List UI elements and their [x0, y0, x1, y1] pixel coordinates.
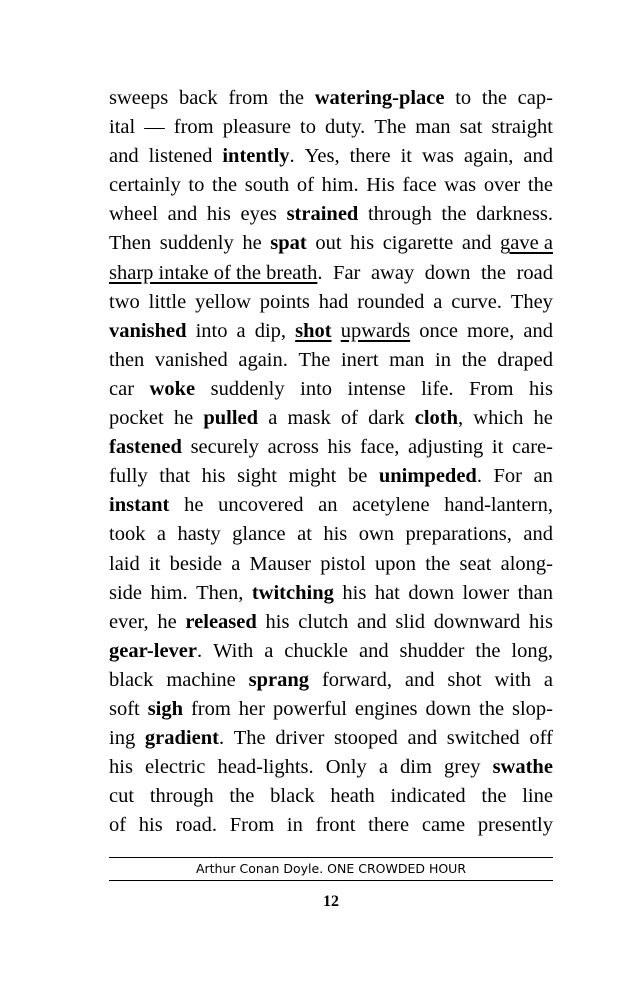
emphasized-word: gear-lever: [109, 639, 198, 662]
word: hand-lantern,: [444, 494, 553, 517]
word: heath: [330, 785, 375, 808]
emphasized-word: watering-place: [314, 87, 445, 109]
text-line: [109, 550, 553, 579]
word: pistol: [320, 552, 366, 575]
emphasized-word: fastened: [109, 436, 182, 459]
word: again.: [238, 348, 288, 371]
word: From: [469, 377, 514, 400]
word: away: [370, 261, 415, 284]
word: south: [244, 174, 290, 197]
word: Only: [325, 756, 367, 779]
word: took: [109, 523, 146, 546]
footer-rule-top: [109, 857, 553, 858]
word: presently: [477, 814, 553, 837]
emphasized-word: released: [185, 610, 257, 633]
word: cigarette: [382, 232, 454, 255]
word: across: [267, 436, 319, 459]
word: the: [425, 552, 451, 575]
word: he: [184, 494, 204, 517]
emphasized-word: strained: [286, 203, 359, 226]
text-line: [109, 782, 553, 811]
word: a: [433, 290, 443, 313]
word: through: [149, 785, 214, 808]
word: his: [529, 610, 553, 633]
word: fully: [109, 465, 148, 488]
word: and: [407, 727, 438, 750]
word: The: [233, 727, 266, 750]
word: inert: [340, 348, 379, 371]
word: ing: [109, 727, 136, 750]
word: eyes: [240, 203, 277, 226]
text-line: [109, 142, 553, 171]
word: and: [358, 639, 389, 662]
word: care-: [512, 436, 553, 459]
text-line: [109, 171, 553, 200]
word: yellow: [195, 290, 251, 313]
word: darkness.: [476, 203, 553, 226]
word: Then,: [196, 581, 244, 604]
word: off: [529, 727, 553, 750]
word: suddenly: [210, 377, 285, 400]
word: The: [374, 116, 407, 139]
word: rounded: [357, 290, 425, 313]
word: his: [529, 377, 553, 400]
word: over: [483, 174, 521, 197]
word: than: [517, 581, 553, 604]
word: her: [238, 697, 265, 720]
emphasized-word: swathe: [492, 756, 553, 779]
word: had: [318, 290, 349, 313]
word: and: [461, 232, 492, 255]
word: downward: [433, 610, 521, 633]
punctuation: .: [317, 261, 323, 284]
word: listened: [148, 145, 213, 168]
word: down: [424, 261, 471, 284]
word: head-lights.: [217, 756, 314, 779]
word: powerful: [272, 697, 347, 720]
word: he: [157, 610, 177, 633]
word: forward,: [321, 668, 392, 691]
word: glance: [232, 523, 286, 546]
punctuation: .: [197, 639, 203, 662]
word: front: [315, 814, 356, 837]
word: a: [156, 523, 166, 546]
word: sweeps: [109, 87, 169, 109]
word: dip,: [254, 319, 287, 342]
word: of: [296, 174, 314, 197]
word: the: [481, 785, 507, 808]
page-number: 12: [323, 893, 339, 910]
word: the: [481, 87, 507, 109]
punctuation: .: [289, 145, 295, 168]
punctuation: ,: [458, 407, 464, 430]
word: points: [259, 290, 310, 313]
emphasized-word: twitching: [251, 581, 334, 604]
word: driver: [275, 727, 325, 750]
word: face: [402, 174, 437, 197]
word: slid: [395, 610, 425, 633]
emphasized-word: unimpeded: [378, 465, 477, 488]
body-text: [109, 84, 553, 840]
word: stooped: [334, 727, 398, 750]
word: at: [297, 523, 312, 546]
word: again,: [463, 145, 514, 168]
word: cap-: [517, 87, 553, 109]
word: His: [366, 174, 395, 197]
word: ever,: [109, 610, 149, 633]
word: hasty: [177, 523, 221, 546]
word: he: [533, 407, 553, 430]
word: he: [173, 407, 194, 430]
word: side: [109, 581, 143, 604]
word: dark: [368, 407, 405, 430]
word: engines: [354, 697, 418, 720]
emphasized-word: shot: [295, 319, 332, 342]
footer-rule-bottom: [109, 880, 553, 881]
word: Mauser: [249, 552, 311, 575]
word: his: [138, 814, 163, 837]
text-line: [109, 346, 553, 375]
text-line: [109, 491, 553, 520]
word: grey: [444, 756, 481, 779]
word: duty.: [325, 116, 366, 139]
word: straight: [491, 116, 553, 139]
word: vanished: [154, 348, 228, 371]
text-line: [109, 375, 553, 404]
word: seat: [459, 552, 492, 575]
word: the: [527, 174, 553, 197]
word: to: [455, 87, 472, 109]
word: chuckle: [284, 639, 349, 662]
word: preparations,: [405, 523, 512, 546]
word: came: [421, 814, 466, 837]
word: They: [510, 290, 553, 313]
word: upwards: [340, 319, 411, 342]
word: him.: [321, 174, 359, 197]
word: long,: [511, 639, 553, 662]
word: black: [270, 785, 315, 808]
word: Far: [333, 261, 361, 284]
word: an: [533, 465, 553, 488]
word: his: [109, 756, 133, 779]
word: an: [318, 494, 338, 517]
punctuation: .: [218, 727, 225, 750]
word: man: [389, 348, 425, 371]
word: the: [441, 203, 467, 226]
word: a: [543, 668, 553, 691]
word: there: [368, 814, 410, 837]
word: and: [109, 145, 139, 168]
word-group: [109, 637, 202, 666]
text-line: [109, 259, 553, 288]
word: pleasure: [222, 116, 291, 139]
word: cut: [109, 785, 135, 808]
word: once: [419, 319, 458, 342]
word: hat: [374, 581, 400, 604]
word: the: [479, 697, 505, 720]
word: from: [190, 697, 231, 720]
text-line: [109, 520, 553, 549]
word: he: [242, 232, 262, 255]
word: to: [188, 174, 205, 197]
word: From: [229, 814, 275, 837]
text-line: [109, 753, 553, 782]
word: —: [144, 116, 165, 139]
word-group: [109, 259, 322, 288]
word: soft: [109, 697, 140, 720]
word: be: [347, 465, 368, 488]
text-line: [109, 113, 553, 142]
text-line: [109, 433, 553, 462]
text-line: [109, 229, 553, 258]
word: For: [493, 465, 523, 488]
word: his: [327, 436, 352, 459]
word: to: [300, 116, 316, 139]
word: laid: [109, 552, 140, 575]
word: little: [148, 290, 187, 313]
word: there: [349, 145, 391, 168]
text-line: [109, 579, 553, 608]
word: through: [367, 203, 432, 226]
word: and: [523, 319, 553, 342]
word: then: [109, 348, 145, 371]
word: two: [109, 290, 140, 313]
word: adjusting: [408, 436, 484, 459]
word: with: [494, 668, 531, 691]
word: road: [516, 261, 553, 284]
word: face,: [360, 436, 400, 459]
word: his: [350, 232, 375, 255]
word: was: [421, 145, 454, 168]
word-group: [222, 142, 294, 171]
word: along-: [500, 552, 553, 575]
word: lower: [462, 581, 510, 604]
emphasized-word: woke: [149, 377, 196, 400]
word: the: [461, 348, 487, 371]
word: the: [212, 174, 238, 197]
word: sat: [459, 116, 483, 139]
word: dim: [400, 756, 432, 779]
text-line: [109, 84, 553, 113]
text-line: [109, 317, 553, 346]
word: it: [148, 552, 161, 575]
word: upon: [375, 552, 417, 575]
word: the: [278, 87, 304, 109]
word: draped: [497, 348, 553, 371]
text-line: [109, 695, 553, 724]
word: and: [523, 523, 553, 546]
word-group: [145, 724, 224, 753]
word: from: [173, 116, 214, 139]
word: his: [265, 610, 290, 633]
word: uncovered: [218, 494, 304, 517]
word: the: [475, 639, 501, 662]
word: clutch: [298, 610, 349, 633]
word: life.: [421, 377, 454, 400]
text-line: [109, 637, 553, 666]
emphasized-word: gradient: [144, 727, 219, 750]
word: road.: [175, 814, 218, 837]
text-line: [109, 462, 553, 491]
word: machine: [166, 668, 236, 691]
word: his: [323, 523, 348, 546]
word: electric: [145, 756, 206, 779]
word: and: [404, 668, 435, 691]
word: in: [435, 348, 451, 371]
word: With: [213, 639, 254, 662]
word: which: [473, 407, 524, 430]
word: it: [400, 145, 412, 168]
word: wheel: [109, 203, 158, 226]
word: slop-: [512, 697, 553, 720]
word: sharp intake of the breath: [109, 261, 318, 284]
word: intense: [347, 377, 406, 400]
word-group: [379, 462, 482, 491]
word: that: [159, 465, 191, 488]
word: curve.: [451, 290, 502, 313]
word: of: [109, 814, 127, 837]
word: the: [229, 785, 255, 808]
word: a: [264, 639, 274, 662]
word: pocket: [109, 407, 164, 430]
text-line: [109, 811, 553, 840]
word: securely: [190, 436, 259, 459]
word: suddenly: [159, 232, 234, 255]
word: line: [522, 785, 553, 808]
word: his: [206, 203, 231, 226]
word: mask: [287, 407, 331, 430]
word: down: [425, 697, 472, 720]
emphasized-word: pulled: [203, 407, 259, 430]
word: and: [167, 203, 198, 226]
word: back: [178, 87, 218, 109]
word-group: [415, 404, 463, 433]
word: into: [300, 377, 333, 400]
word: out: [315, 232, 342, 255]
word: his: [201, 465, 226, 488]
word: a: [231, 552, 241, 575]
word: car: [109, 377, 135, 400]
emphasized-word: vanished: [109, 319, 187, 342]
word: ital: [109, 116, 136, 139]
word: the: [480, 261, 506, 284]
word: in: [286, 814, 303, 837]
word: shudder: [399, 639, 465, 662]
word: sight: [237, 465, 277, 488]
word: more,: [467, 319, 515, 342]
text-line: [109, 200, 553, 229]
text-line: [109, 724, 553, 753]
emphasized-word: instant: [109, 494, 170, 517]
word: a: [236, 319, 246, 342]
emphasized-word: sprang: [248, 668, 310, 691]
word: might: [288, 465, 337, 488]
word: man: [415, 116, 451, 139]
word: and: [357, 610, 387, 633]
word: Then: [109, 232, 152, 255]
word: own: [358, 523, 395, 546]
word: a: [378, 756, 388, 779]
punctuation: .: [476, 465, 482, 488]
word: acetylene: [352, 494, 430, 517]
word: The: [298, 348, 331, 371]
word: was: [444, 174, 477, 197]
word: from: [228, 87, 269, 109]
word: it: [491, 436, 504, 459]
text-line: [109, 404, 553, 433]
emphasized-word: cloth: [414, 407, 458, 430]
word: shot: [447, 668, 482, 691]
running-title: Arthur Conan Doyle. ONE CROWDED HOUR: [195, 861, 467, 876]
word: black: [109, 668, 154, 691]
word: him.: [150, 581, 188, 604]
text-line: [109, 608, 553, 637]
word: beside: [169, 552, 222, 575]
word: and: [523, 145, 553, 168]
word: certainly: [109, 174, 181, 197]
word: gave a: [500, 232, 553, 255]
word: indicated: [390, 785, 466, 808]
emphasized-word: spat: [270, 232, 307, 255]
word: Yes,: [304, 145, 340, 168]
emphasized-word: intently: [222, 145, 290, 168]
emphasized-word: sigh: [147, 697, 184, 720]
word: into: [195, 319, 228, 342]
text-line: [109, 666, 553, 695]
word: a: [268, 407, 278, 430]
text-line: [109, 288, 553, 317]
word: of: [340, 407, 358, 430]
word: switched: [446, 727, 520, 750]
word: down: [408, 581, 454, 604]
word: his: [342, 581, 367, 604]
